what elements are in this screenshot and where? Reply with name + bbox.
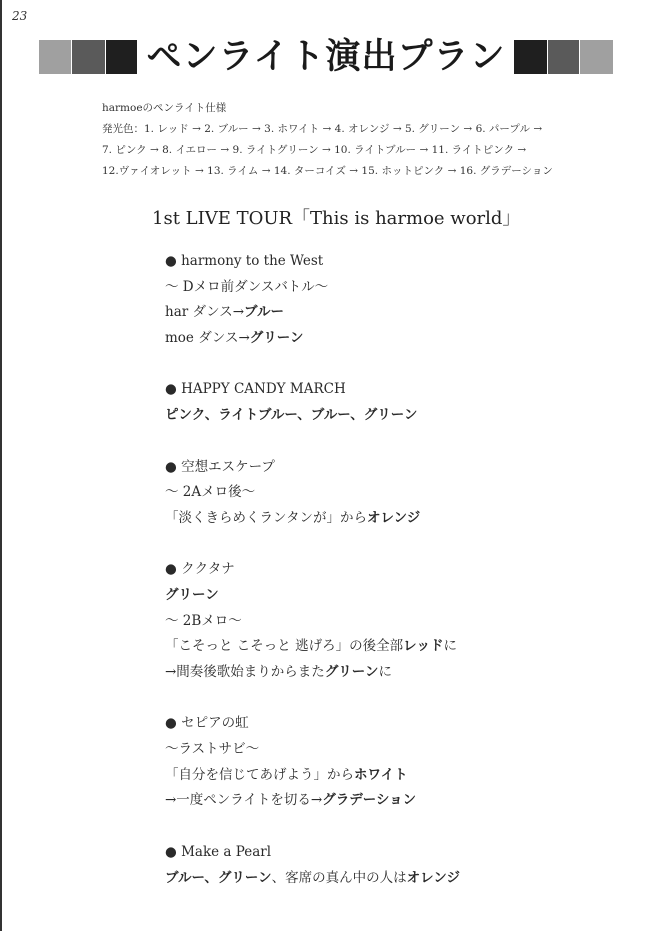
cue-line [165,609,460,635]
color-cue: グリーン [324,664,379,680]
cue-line [165,275,460,301]
song-title: ● Make a Pearl [165,843,272,860]
song-title: ● 空想エスケープ [165,458,275,475]
cue-spacer [165,686,460,712]
cue-spacer [165,814,460,840]
banner-block [39,40,71,74]
cue-line [165,737,460,763]
color-cue: ブルー、グリーン [165,869,272,886]
song-title: ● HAPPY CANDY MARCH [165,381,346,398]
color-cue: オレンジ [366,509,421,526]
cue-text: 「自分を信じてあげよう」から [165,766,354,783]
cue-line [165,763,460,789]
cue-text: moe ダンス→ [165,330,250,347]
color-cue: グリーン [165,586,219,603]
spec-line: 12.ヴァイオレット → 13. ライム → 14. ターコイズ → 15. ホットピンク → 16. グラデーション [102,165,553,177]
cue-text: →間奏後歌始まりからまた [165,664,325,680]
cue-line [165,583,460,609]
song-title: ● harmony to the West [165,253,324,269]
cue-text: →一度ペンライトを切る→ [165,792,323,809]
spec-heading: harmoeのペンライト仕様 [102,102,227,114]
banner-block [580,40,613,74]
cue-text: ～ 2Aメロ後～ [165,484,256,501]
cue-text: 「こそっと こそっと 逃げろ」の後全部 [165,638,404,655]
banner-block [548,40,579,74]
spec-line: 7. ピンク → 8. イエロー → 9. ライトグリーン → 10. ライトブルー → 11. ライトピンク → [102,144,527,156]
cue-text: 、客席の真ん中の人は [271,869,407,886]
cue-text: に [378,664,393,680]
cue-line [165,660,460,686]
left-border [0,0,2,931]
color-cue: ピンク、ライトブルー、ブルー、グリーン [165,407,418,424]
color-cue: グリーン [249,330,304,347]
cue-text: ～ラストサビ～ [165,741,260,758]
cue-text: に [443,638,457,655]
tour-title: 1st LIVE TOUR「This is harmoe world」 [152,208,521,229]
cue-text: har ダンス→ [165,304,245,321]
cue-line [165,403,460,429]
banner-block [72,40,105,74]
cue-line [165,788,460,814]
banner-block [106,40,137,74]
cue-line [165,634,460,660]
cue-line [165,300,460,326]
color-cue: レッド [403,638,444,655]
cue-line [165,326,460,352]
cue-spacer [165,532,460,558]
cue-text: 「淡くきらめくランタンが」から [165,509,367,526]
banner-block [514,40,547,74]
song-title: ● セピアの虹 [165,715,249,732]
cue-line [165,506,460,532]
page-number: 23 [12,9,28,23]
penlight-spec [102,98,553,182]
page-title: ペンライト演出プラン [146,37,506,77]
color-cue: オレンジ [406,869,460,886]
cue-line [165,480,460,506]
song-title: ● ククタナ [165,561,235,578]
cue-list [165,249,460,891]
color-cue: グラデーション [322,792,417,809]
cue-spacer [165,429,460,455]
cue-spacer [165,352,460,378]
cue-text: ～ 2Bメロ～ [165,612,242,629]
color-cue: ブルー [244,304,284,321]
cue-line [165,866,460,892]
cue-text: ～ Dメロ前ダンスバトル～ [165,278,329,295]
spec-line: 発光色：1. レッド → 2. ブルー → 3. ホワイト → 4. オレンジ → 5. グリーン → 6. パープル → [102,123,543,135]
color-cue: ホワイト [354,766,408,783]
